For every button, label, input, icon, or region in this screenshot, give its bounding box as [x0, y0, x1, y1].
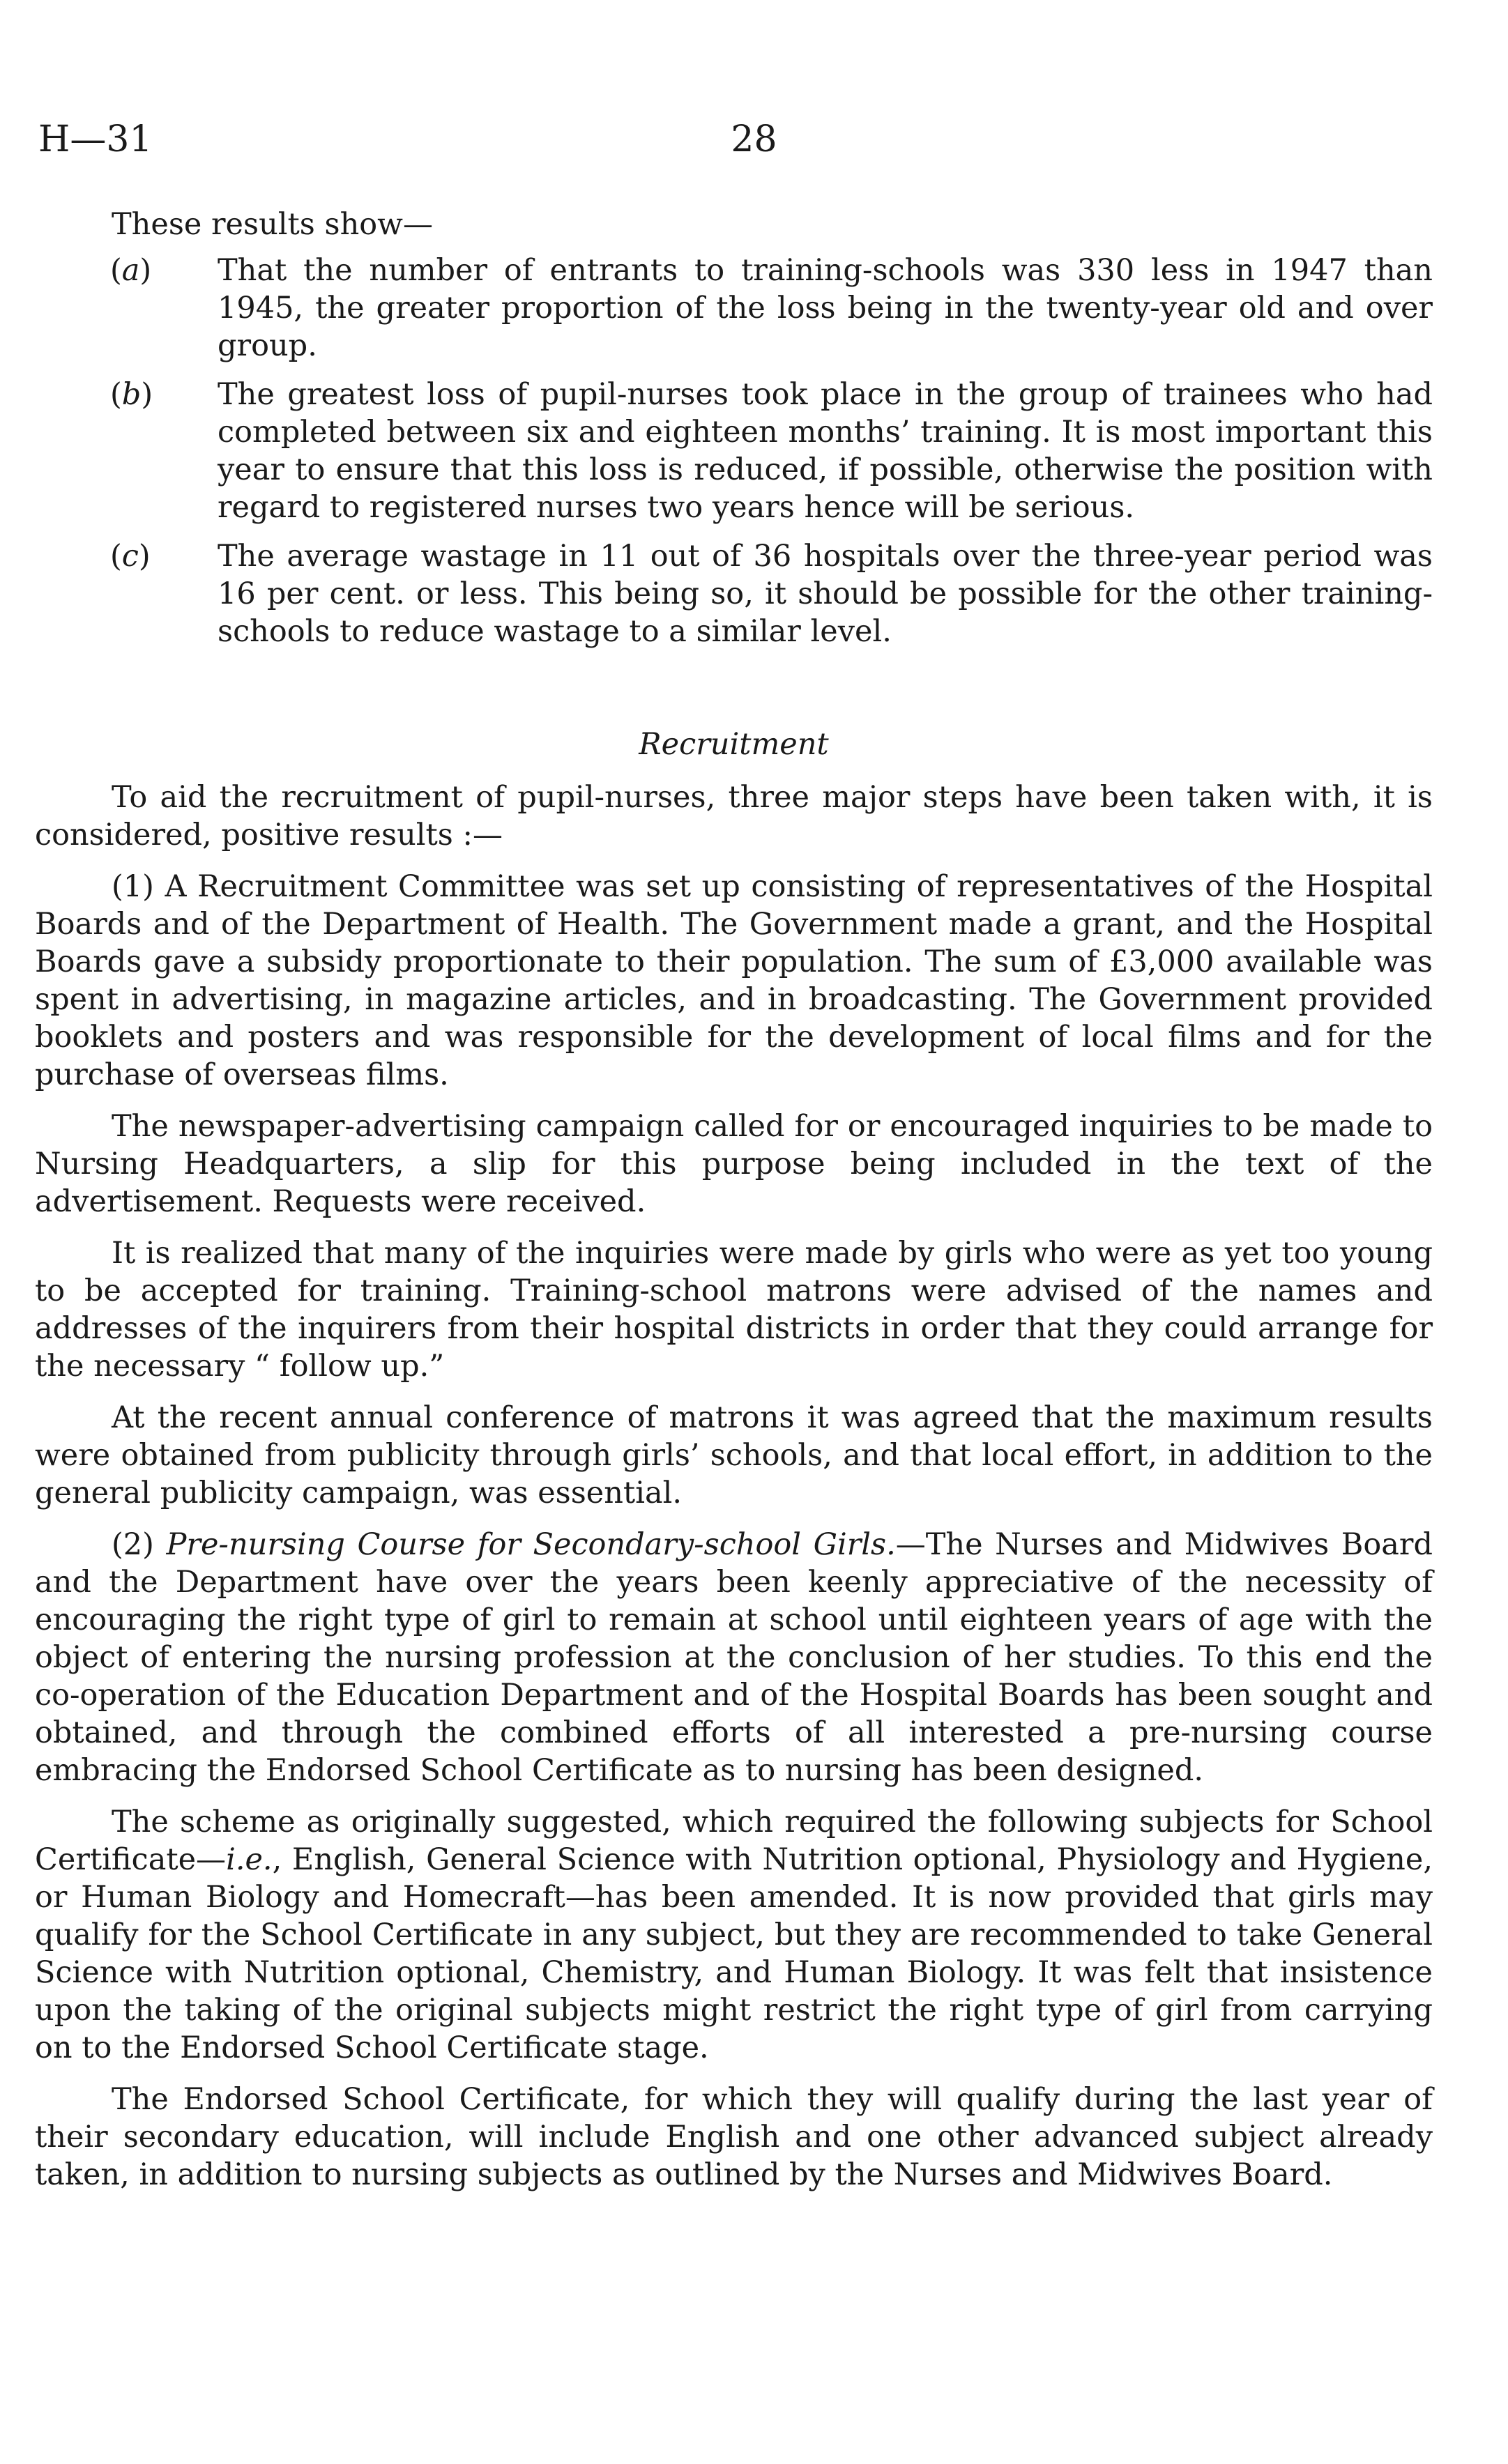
result-item-text: That the number of entrants to training-schools was 330 less in 1947 than 1945, the greater proportion of the loss being in the twenty-year old and over group.: [218, 253, 1433, 363]
page-number: 28: [731, 118, 777, 160]
paragraph-newspaper-campaign: The newspaper-advertising campaign called for or encouraged inquiries to be made to Nursing Headquarters, a slip for this purpose being included in the text of the advertisement. Requests were received.: [35, 1109, 1433, 1219]
result-item-marker: (b): [110, 377, 153, 412]
page-body: [35, 206, 1433, 2207]
result-item-text: The greatest loss of pupil-nurses took place in the group of trainees who had completed between six and eighteen months’ training. It is most important this year to ensure that this loss is reduced, if possible, otherwise the position with regard to registered nurses two years hence will be serious.: [218, 377, 1433, 525]
paragraph-pre-nursing-course: (2) Pre-nursing Course for Secondary-school Girls.—The Nurses and Midwives Board and the Department have over the years been keenly appreciative of the necessity of encouraging the right type of girl to remain at school until eighteen years of age with the object of entering the nursing profession at the conclusion of her studies. To this end the co-operation of the Education Department and of the Hospital Boards has been sought and obtained, and through the combined efforts of all interested a pre-nursing course embracing the Endorsed School Certificate as to nursing has been designed.: [35, 1527, 1433, 1788]
result-item-text: The average wastage in 11 out of 36 hospitals over the three-year period was 16 per cent. or less. This being so, it should be possible for the other training-schools to reduce wastage to a similar level.: [218, 539, 1433, 649]
result-item-b: [35, 376, 1433, 526]
pre-nursing-course-title: Pre-nursing Course for Secondary-school Girls.: [166, 1527, 896, 1562]
paragraph-recruitment-committee: (1) A Recruitment Committee was set up consisting of representatives of the Hospital Boards and of the Department of Health. The Government made a grant, and the Hospital Boards gave a subsidy proportionate to their population. The sum of £3,000 available was spent in advertising, in magazine articles, and in broadcasting. The Government provided booklets and posters and was responsible for the development of local films and for the purchase of overseas films.: [35, 869, 1433, 1092]
result-item-a: [35, 252, 1433, 365]
paragraph-endorsed-certificate: The Endorsed School Certificate, for which they will qualify during the last year of their secondary education, will include English and one other advanced subject already taken, in addition to nursing subjects as outlined by the Nurses and Midwives Board.: [35, 2082, 1433, 2192]
paragraph-scheme: The scheme as originally suggested, which required the following subjects for School Certificate—i.e., English, General Science with Nutrition optional, Physiology and Hygiene, or Human Biology and Homecraft—has been amended. It is now provided that girls may qualify for the School Certificate in any subject, but they are recommended to take General Science with Nutrition optional, Chemistry, and Human Biology. It was felt that insistence upon the taking of the original subjects might restrict the right type of girl from carrying on to the Endorsed School Certificate stage.: [35, 1805, 1433, 2065]
result-item-c: [35, 537, 1433, 650]
section-heading: Recruitment: [639, 727, 829, 762]
paragraph-conference: At the recent annual conference of matrons it was agreed that the maximum results were obtained from publicity through girls’ schools, and that local effort, in addition to the general publicity campaign, was essential.: [35, 1400, 1433, 1510]
document-code: H—31: [38, 118, 153, 160]
results-intro: These results show—: [112, 207, 433, 242]
paragraph-inquiries: It is realized that many of the inquiries were made by girls who were as yet too young to be accepted for training. Training-school matrons were advised of the names and addresses of the inquirers from their hospital districts in order that they could arrange for the necessary “ follow up.”: [35, 1236, 1433, 1384]
paragraph-recruitment-intro: To aid the recruitment of pupil-nurses, three major steps have been taken with, it is considered, positive results :—: [35, 780, 1433, 852]
result-item-marker: (c): [110, 539, 151, 574]
result-item-marker: (a): [110, 253, 152, 288]
page-header: [38, 118, 1470, 167]
